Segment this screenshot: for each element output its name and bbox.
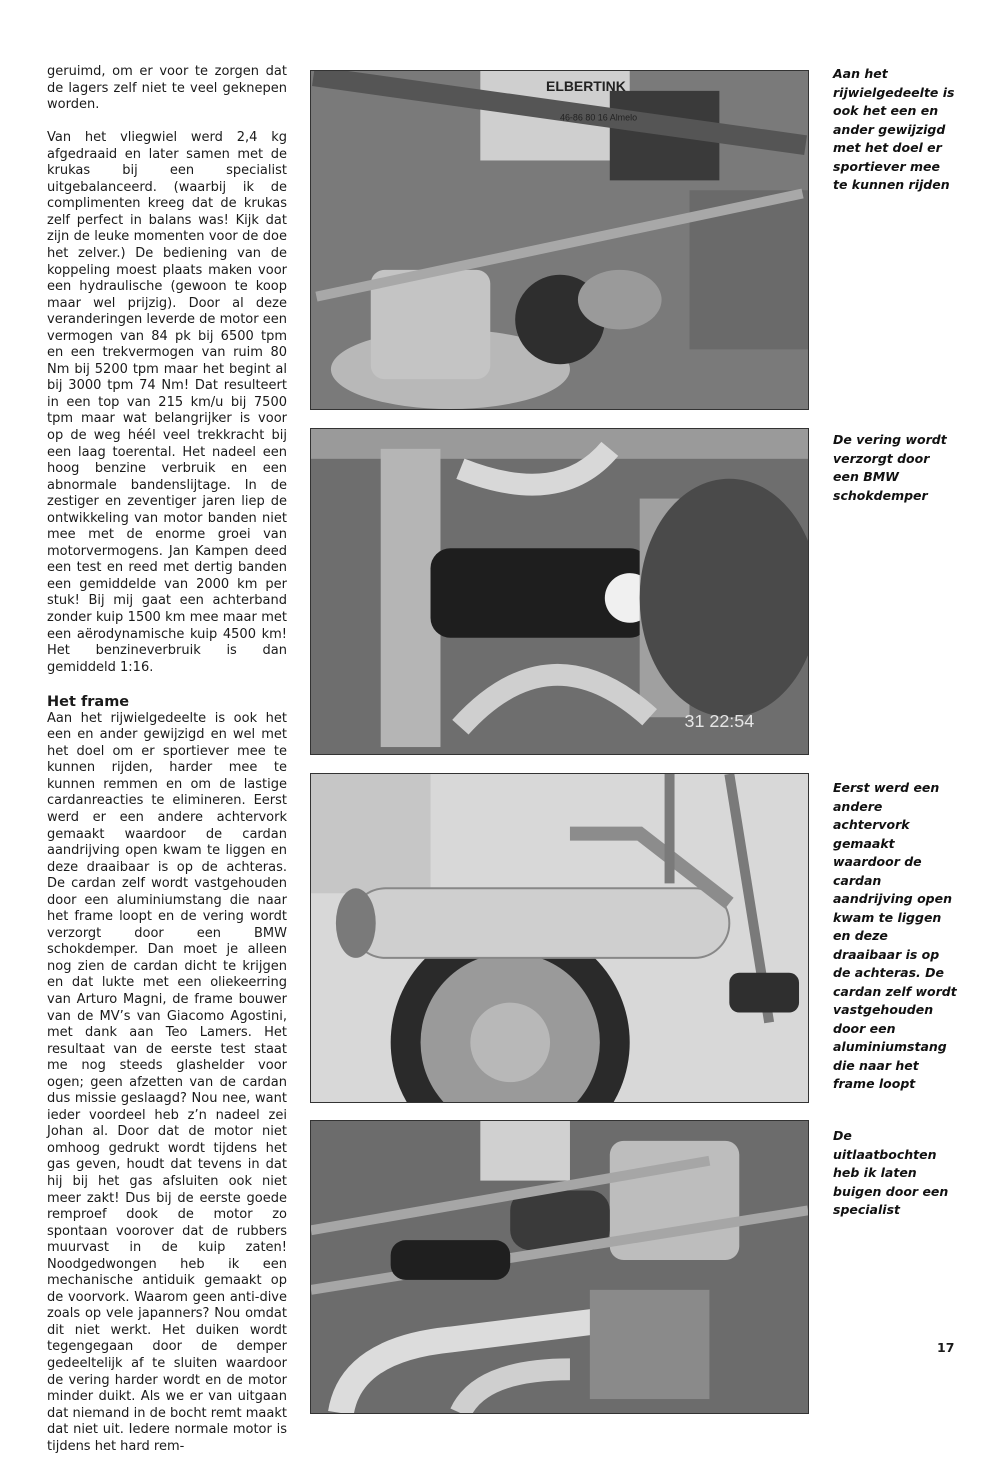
caption-frame-changes: Aan het rijwielgedeelte is ook het een en ander gewijzigd met het doel er sportiever mee te kunnen rijden <box>833 66 955 192</box>
page-number: 17 <box>937 1340 955 1355</box>
photo-shock-absorber <box>310 428 809 755</box>
photo-exhaust-headers <box>310 1120 809 1414</box>
article-paragraph-3: Aan het rijwielgedeelte is ook het een en ander gewijzigd en wel met het doel om er sportiever mee te kunnen rijden, harder mee te kunnen remmen en om de lastige cardanreacties te elimineren. Eerst werd er een andere achtervork gemaakt waardoor de cardan aandrijving open kwam te liggen en deze draaibaar is op de achteras. De cardan zelf wordt vastgehouden door een aluminiumstang die naar het frame loopt en de vering wordt verzorgt door een BMW schokdemper. Dan moet je alleen nog zien de cardan dicht te krijgen en dat lukte met een oliekeerring van Arturo Magni, de frame bouwer van de MV’s van Giacomo Agostini, met dank aan Teo Lamers. Het resultaat van de eerste test staat me nog steeds glashelder voor ogen; geen afzetten van de cardan dus missie geslaagd? Nou nee, want ieder voordeel heb z’n nadeel zei Johan al. Door dat de motor niet omhoog gedrukt wordt tijdens het gas geven, houdt dat tevens in dat hij bij het gas afsluiten ook niet meer zakt! Dus bij de eerste goede remproef dook de motor zo spontaan voorover dat de rubbers muurvast in de kuip zaten! Noodgedwongen heb ik een mechanische antiduik gemaakt op de voorvork. Waarom geen anti-dive zoals op vele japanners? Nou omdat dit niet werkt. Het duiken wordt tegengegaan door de demper gedeeltelijk af te sluiten waardoor de vering harder wordt en de motor minder duikt. Als we er van uitgaan dat niemand in de bocht remt maakt dat niet uit. Iedere normale motor is tijdens het hard rem- <box>47 710 287 1454</box>
photo-timestamp: 31 22:54 <box>684 711 755 732</box>
photo-engine <box>310 70 809 410</box>
caption-swingarm: Eerst werd een andere achtervork gemaakt waardoor de cardan aandrijving open kwam te liggen en deze draaibaar is op de achteras. De cardan zelf wordt vastgehouden door een aluminiumstang die naar het frame loopt <box>833 780 957 1091</box>
article-paragraph-2: Van het vliegwiel werd 2,4 kg afgedraaid en later samen met de krukas bij een specialist uitgebalanceerd. (waarbij ik de complimenten kreeg dat de krukas zelf perfect in balans was! Kijk dat zijn de leuke momenten voor de doe het zelver.) De bediening van de koppeling moest plaats maken voor een hydraulische (gewoon te koop maar wel prijzig). Door al deze veranderingen leverde de motor een vermogen van 84 pk bij 6500 tpm en een trekvermogen van ruim 80 Nm bij 5200 tpm maar het begint al bij 3000 tpm 74 Nm! Dat resulteert in een top van 215 km/u bij 7500 tpm maar wat belangrijker is voor op de weg héél veel trekkracht bij een laag toerental. Het nadeel een hoog benzine verbruik en een abnormale bandenslijtage. In de zestiger en zeventiger jaren liep de ontwikkeling van motor banden niet mee met de enorme groei van motorvermogens. Jan Kampen deed een test en reed met dertig banden een gemiddelde van 2000 km per stuk! Bij mij gaat een achterband zonder kuip 1500 km mee maar met een aërodynamische kuip 4500 km! Het benzineverbruik is dan gemiddeld 1:16. <box>47 130 287 675</box>
article-column <box>47 64 287 1472</box>
dealer-phone-text: 46-86 80 16 Almelo <box>559 112 638 123</box>
caption-shock-absorber: De vering wordt verzorgt door een BMW schokdemper <box>833 432 947 503</box>
dealer-sign-text: ELBERTINK <box>546 77 626 94</box>
section-heading: Het frame <box>47 693 130 710</box>
article-paragraph-1: geruimd, om er voor te zorgen dat de lagers zelf niet te veel geknepen worden. <box>47 64 287 113</box>
caption-exhaust: De uitlaatbochten heb ik laten buigen door een specialist <box>833 1128 949 1217</box>
photo-rear-swingarm <box>310 773 809 1103</box>
